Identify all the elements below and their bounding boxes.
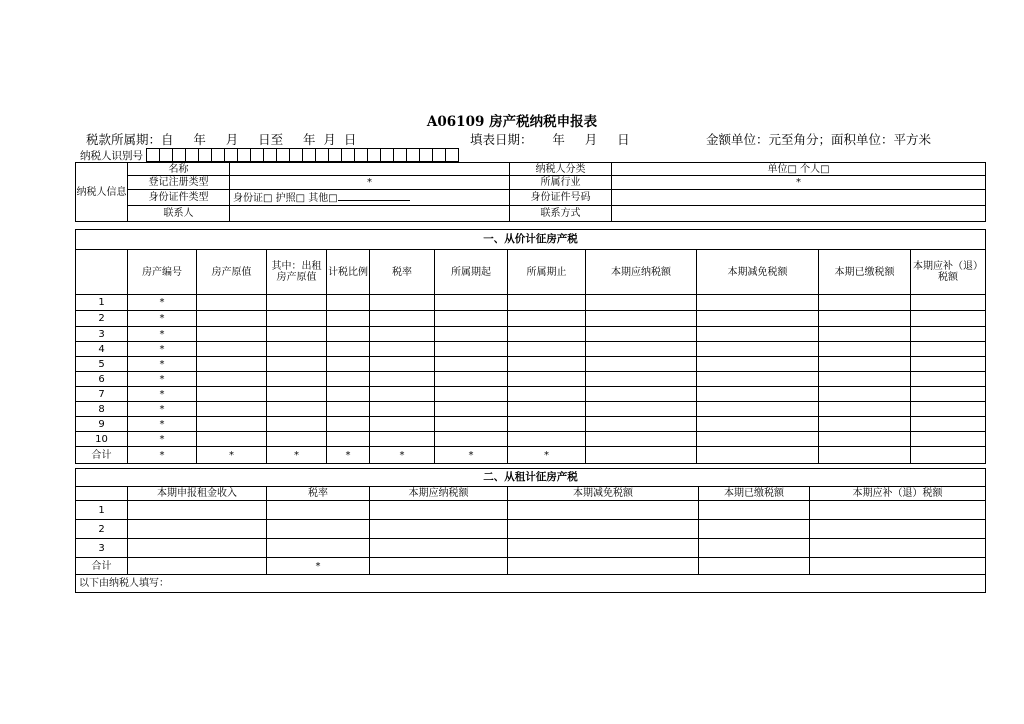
- taxpayer-id-row: [80, 148, 459, 162]
- total-cell: *: [128, 447, 197, 464]
- input-cell[interactable]: [435, 387, 508, 402]
- input-cell[interactable]: [819, 387, 911, 402]
- id-no-field[interactable]: [612, 190, 986, 206]
- input-cell[interactable]: [911, 327, 986, 342]
- section1-header-cell: 本期已缴税额: [819, 250, 911, 295]
- input-cell[interactable]: [586, 432, 697, 447]
- taxpayer-id-box[interactable]: [276, 148, 289, 162]
- total-cell[interactable]: [586, 447, 697, 464]
- input-cell[interactable]: [197, 311, 267, 327]
- row-marker: *: [128, 387, 197, 402]
- input-cell[interactable]: [911, 417, 986, 432]
- input-cell[interactable]: [697, 387, 819, 402]
- input-cell[interactable]: [267, 311, 327, 327]
- row-number: 5: [76, 357, 128, 372]
- input-cell[interactable]: [586, 357, 697, 372]
- contact-label: 联系人: [128, 206, 230, 222]
- industry-label: 所属行业: [510, 176, 612, 190]
- input-cell[interactable]: [370, 357, 435, 372]
- input-cell[interactable]: [267, 372, 327, 387]
- row-number: 2: [76, 311, 128, 327]
- input-cell[interactable]: [819, 372, 911, 387]
- contact-field[interactable]: [230, 206, 510, 222]
- input-cell[interactable]: [370, 311, 435, 327]
- input-cell[interactable]: [508, 342, 586, 357]
- input-cell[interactable]: [911, 432, 986, 447]
- total-cell[interactable]: [370, 558, 508, 575]
- row-marker: *: [128, 372, 197, 387]
- input-cell[interactable]: [197, 357, 267, 372]
- input-cell[interactable]: [197, 402, 267, 417]
- input-cell[interactable]: [267, 520, 370, 539]
- input-cell[interactable]: [508, 311, 586, 327]
- input-cell[interactable]: [586, 372, 697, 387]
- input-cell[interactable]: [586, 342, 697, 357]
- row-marker: *: [128, 327, 197, 342]
- taxpayer-id-box[interactable]: [406, 148, 419, 162]
- taxpayer-id-box[interactable]: [185, 148, 198, 162]
- input-cell[interactable]: [267, 295, 327, 311]
- industry-field[interactable]: *: [612, 176, 986, 190]
- total-cell: *: [267, 447, 327, 464]
- section2-header-cell: 税率: [267, 487, 370, 501]
- tax-period: 税款所属期：自 年 月 日至 年 月 日: [86, 132, 357, 147]
- name-label: 名称: [128, 163, 230, 176]
- input-cell[interactable]: [508, 432, 586, 447]
- section1-header-cell: 房产编号: [128, 250, 197, 295]
- section2-table: [75, 468, 986, 593]
- total-cell: *: [197, 447, 267, 464]
- input-cell[interactable]: [697, 372, 819, 387]
- taxpayer-id-box[interactable]: [432, 148, 445, 162]
- row-marker: *: [128, 432, 197, 447]
- input-cell[interactable]: [435, 417, 508, 432]
- total-cell[interactable]: [508, 558, 699, 575]
- section1-row: [76, 417, 986, 432]
- units-note: 金额单位：元至角分；面积单位：平方米: [706, 132, 932, 147]
- input-cell[interactable]: [586, 402, 697, 417]
- input-cell[interactable]: [697, 432, 819, 447]
- input-cell[interactable]: [586, 417, 697, 432]
- input-cell[interactable]: [508, 501, 699, 520]
- total-cell[interactable]: [819, 447, 911, 464]
- section2-total-row: [76, 558, 986, 575]
- input-cell[interactable]: [370, 327, 435, 342]
- input-cell[interactable]: [267, 387, 327, 402]
- input-cell[interactable]: [697, 327, 819, 342]
- row-marker: *: [128, 311, 197, 327]
- total-cell: *: [508, 447, 586, 464]
- section1-header-row: [76, 250, 986, 295]
- section2-row: [76, 520, 986, 539]
- input-cell[interactable]: [327, 295, 370, 311]
- taxpayer-id-box[interactable]: [354, 148, 367, 162]
- input-cell[interactable]: [586, 327, 697, 342]
- row-number: 3: [76, 327, 128, 342]
- input-cell[interactable]: [508, 372, 586, 387]
- input-cell[interactable]: [327, 342, 370, 357]
- section1-table: [75, 229, 986, 464]
- taxpayer-id-box[interactable]: [263, 148, 276, 162]
- input-cell[interactable]: [327, 387, 370, 402]
- input-cell[interactable]: [819, 327, 911, 342]
- input-cell[interactable]: [267, 357, 327, 372]
- input-cell[interactable]: [810, 520, 986, 539]
- section1-header-cell: [76, 250, 128, 295]
- taxpayer-id-box[interactable]: [419, 148, 432, 162]
- taxpayer-id-box[interactable]: [289, 148, 302, 162]
- input-cell[interactable]: [267, 327, 327, 342]
- total-label: 合计: [76, 447, 128, 464]
- row-marker: *: [128, 402, 197, 417]
- section1-header-cell: 所属期起: [435, 250, 508, 295]
- input-cell[interactable]: [586, 311, 697, 327]
- input-cell[interactable]: [370, 402, 435, 417]
- row-number: 10: [76, 432, 128, 447]
- section2-header-cell: 本期应纳税额: [370, 487, 508, 501]
- input-cell[interactable]: [370, 520, 508, 539]
- input-cell[interactable]: [819, 357, 911, 372]
- taxpayer-id-box[interactable]: [159, 148, 172, 162]
- input-cell[interactable]: [810, 539, 986, 558]
- input-cell[interactable]: [586, 387, 697, 402]
- input-cell[interactable]: [435, 342, 508, 357]
- input-cell[interactable]: [911, 387, 986, 402]
- section1-header-cell: 本期应纳税额: [586, 250, 697, 295]
- section2-row: [76, 539, 986, 558]
- taxpayer-id-box[interactable]: [393, 148, 406, 162]
- input-cell[interactable]: [697, 357, 819, 372]
- row-number: 7: [76, 387, 128, 402]
- section1-row: [76, 432, 986, 447]
- total-cell: *: [370, 447, 435, 464]
- id-type-options-text: 身份证□ 护照□ 其他□: [233, 193, 338, 204]
- section1-title: 一、从价计征房产税: [76, 230, 986, 250]
- input-cell[interactable]: [197, 387, 267, 402]
- input-cell[interactable]: [197, 432, 267, 447]
- input-cell[interactable]: [370, 295, 435, 311]
- total-cell: *: [267, 558, 370, 575]
- section1-body: [76, 295, 986, 464]
- row-number: 8: [76, 402, 128, 417]
- section1-row: [76, 357, 986, 372]
- total-cell: *: [435, 447, 508, 464]
- input-cell[interactable]: [327, 402, 370, 417]
- input-cell[interactable]: [586, 295, 697, 311]
- input-cell[interactable]: [911, 342, 986, 357]
- input-cell[interactable]: [327, 372, 370, 387]
- input-cell[interactable]: [911, 311, 986, 327]
- section1-row: [76, 295, 986, 311]
- section1-header-cell: 本期应补（退）税额: [911, 250, 986, 295]
- input-cell[interactable]: [327, 417, 370, 432]
- taxpayer-id-box[interactable]: [302, 148, 315, 162]
- input-cell[interactable]: [370, 372, 435, 387]
- input-cell[interactable]: [508, 520, 699, 539]
- input-cell[interactable]: [810, 501, 986, 520]
- taxpayer-id-box[interactable]: [172, 148, 185, 162]
- section2-header-row: [76, 487, 986, 501]
- total-label: 合计: [76, 558, 128, 575]
- input-cell[interactable]: [911, 372, 986, 387]
- input-cell[interactable]: [267, 402, 327, 417]
- input-cell[interactable]: [327, 432, 370, 447]
- id-no-label: 身份证件号码: [510, 190, 612, 206]
- input-cell[interactable]: [267, 342, 327, 357]
- input-cell[interactable]: [819, 417, 911, 432]
- contact-method-label: 联系方式: [510, 206, 612, 222]
- input-cell[interactable]: [819, 342, 911, 357]
- input-cell[interactable]: [267, 432, 327, 447]
- input-cell[interactable]: [327, 357, 370, 372]
- input-cell[interactable]: [197, 342, 267, 357]
- input-cell[interactable]: [508, 417, 586, 432]
- input-cell[interactable]: [267, 539, 370, 558]
- section2-body: [76, 501, 986, 575]
- input-cell[interactable]: [197, 417, 267, 432]
- section2-header-cell: 本期已缴税额: [699, 487, 810, 501]
- input-cell[interactable]: [697, 342, 819, 357]
- section2-row: [76, 501, 986, 520]
- input-cell[interactable]: [508, 357, 586, 372]
- input-cell[interactable]: [370, 539, 508, 558]
- taxpayer-id-box[interactable]: [367, 148, 380, 162]
- taxpayer-id-box[interactable]: [341, 148, 354, 162]
- input-cell[interactable]: [699, 501, 810, 520]
- section1-row: [76, 372, 986, 387]
- input-cell[interactable]: [370, 432, 435, 447]
- input-cell[interactable]: [435, 311, 508, 327]
- taxpayer-info-group-label: 纳税人信息: [76, 163, 128, 222]
- name-field[interactable]: [230, 163, 510, 176]
- category-label: 纳税人分类: [510, 163, 612, 176]
- taxpayer-id-box[interactable]: [445, 148, 459, 162]
- form-title: A06109 房产税纳税申报表: [426, 114, 598, 130]
- input-cell[interactable]: [435, 372, 508, 387]
- input-cell[interactable]: [819, 432, 911, 447]
- section1-total-row: [76, 447, 986, 464]
- taxpayer-id-label: 纳税人识别号: [80, 150, 143, 162]
- input-cell[interactable]: [370, 417, 435, 432]
- row-number: 1: [76, 501, 128, 520]
- row-number: 9: [76, 417, 128, 432]
- taxpayer-id-box[interactable]: [224, 148, 237, 162]
- input-cell[interactable]: [508, 539, 699, 558]
- input-cell[interactable]: [435, 357, 508, 372]
- section1-header-cell: 房产原值: [197, 250, 267, 295]
- section1-header-cell: 所属期止: [508, 250, 586, 295]
- section1-row: [76, 402, 986, 417]
- input-cell[interactable]: [911, 402, 986, 417]
- input-cell[interactable]: [697, 402, 819, 417]
- section1-row: [76, 342, 986, 357]
- input-cell[interactable]: [435, 295, 508, 311]
- input-cell[interactable]: [911, 357, 986, 372]
- input-cell[interactable]: [435, 402, 508, 417]
- taxpayer-id-box[interactable]: [237, 148, 250, 162]
- contact-method-field[interactable]: [612, 206, 986, 222]
- row-number: 3: [76, 539, 128, 558]
- fill-date: 填表日期： 年 月 日: [470, 132, 630, 147]
- taxpayer-id-box[interactable]: [328, 148, 341, 162]
- input-cell[interactable]: [697, 417, 819, 432]
- input-cell[interactable]: [508, 387, 586, 402]
- input-cell[interactable]: [699, 539, 810, 558]
- input-cell[interactable]: [197, 295, 267, 311]
- input-cell[interactable]: [508, 402, 586, 417]
- total-cell[interactable]: [699, 558, 810, 575]
- total-cell[interactable]: [810, 558, 986, 575]
- taxpayer-id-box[interactable]: [250, 148, 263, 162]
- input-cell[interactable]: [697, 311, 819, 327]
- taxpayer-info-table: [75, 162, 986, 222]
- input-cell[interactable]: [197, 327, 267, 342]
- section2-title: 二、从租计征房产税: [76, 469, 986, 487]
- taxpayer-id-box[interactable]: [315, 148, 328, 162]
- input-cell[interactable]: [508, 295, 586, 311]
- input-cell[interactable]: [267, 417, 327, 432]
- section1-header-cell: 税率: [370, 250, 435, 295]
- input-cell[interactable]: [128, 539, 267, 558]
- input-cell[interactable]: [697, 295, 819, 311]
- row-marker: *: [128, 417, 197, 432]
- row-marker: *: [128, 342, 197, 357]
- reg-type-field[interactable]: *: [230, 176, 510, 190]
- taxpayer-id-box[interactable]: [198, 148, 211, 162]
- input-cell[interactable]: [327, 311, 370, 327]
- row-number: 4: [76, 342, 128, 357]
- total-cell: *: [327, 447, 370, 464]
- taxpayer-id-box[interactable]: [211, 148, 224, 162]
- section1-row: [76, 327, 986, 342]
- section2-header-cell: 本期应补（退）税额: [810, 487, 986, 501]
- total-cell[interactable]: [128, 558, 267, 575]
- input-cell[interactable]: [508, 327, 586, 342]
- input-cell[interactable]: [267, 501, 370, 520]
- row-marker: *: [128, 357, 197, 372]
- taxpayer-id-box[interactable]: [146, 148, 159, 162]
- input-cell[interactable]: [370, 387, 435, 402]
- section1-row: [76, 311, 986, 327]
- total-cell[interactable]: [911, 447, 986, 464]
- row-marker: *: [128, 295, 197, 311]
- category-options[interactable]: 单位□ 个人□: [612, 163, 986, 176]
- input-cell[interactable]: [128, 501, 267, 520]
- input-cell[interactable]: [819, 311, 911, 327]
- section2-header-cell: [76, 487, 128, 501]
- id-type-label: 身份证件类型: [128, 190, 230, 206]
- section1-header-cell: 计税比例: [327, 250, 370, 295]
- input-cell[interactable]: [819, 295, 911, 311]
- other-id-underline[interactable]: [338, 191, 410, 201]
- section1-header-cell: 其中：出租房产原值: [267, 250, 327, 295]
- taxpayer-id-boxes[interactable]: [146, 148, 459, 162]
- input-cell[interactable]: [370, 342, 435, 357]
- reg-type-label: 登记注册类型: [128, 176, 230, 190]
- input-cell[interactable]: [327, 327, 370, 342]
- total-cell[interactable]: [697, 447, 819, 464]
- taxpayer-id-box[interactable]: [380, 148, 393, 162]
- id-type-options[interactable]: [230, 190, 510, 206]
- input-cell[interactable]: [699, 520, 810, 539]
- section1-row: [76, 387, 986, 402]
- input-cell[interactable]: [370, 501, 508, 520]
- row-number: 1: [76, 295, 128, 311]
- input-cell[interactable]: [435, 327, 508, 342]
- input-cell[interactable]: [435, 432, 508, 447]
- section1-header-cell: 本期减免税额: [697, 250, 819, 295]
- section2-header-cell: 本期减免税额: [508, 487, 699, 501]
- input-cell[interactable]: [128, 520, 267, 539]
- section2-header-cell: 本期申报租金收入: [128, 487, 267, 501]
- footer-note: 以下由纳税人填写：: [76, 575, 986, 593]
- row-number: 2: [76, 520, 128, 539]
- row-number: 6: [76, 372, 128, 387]
- input-cell[interactable]: [819, 402, 911, 417]
- input-cell[interactable]: [197, 372, 267, 387]
- input-cell[interactable]: [911, 295, 986, 311]
